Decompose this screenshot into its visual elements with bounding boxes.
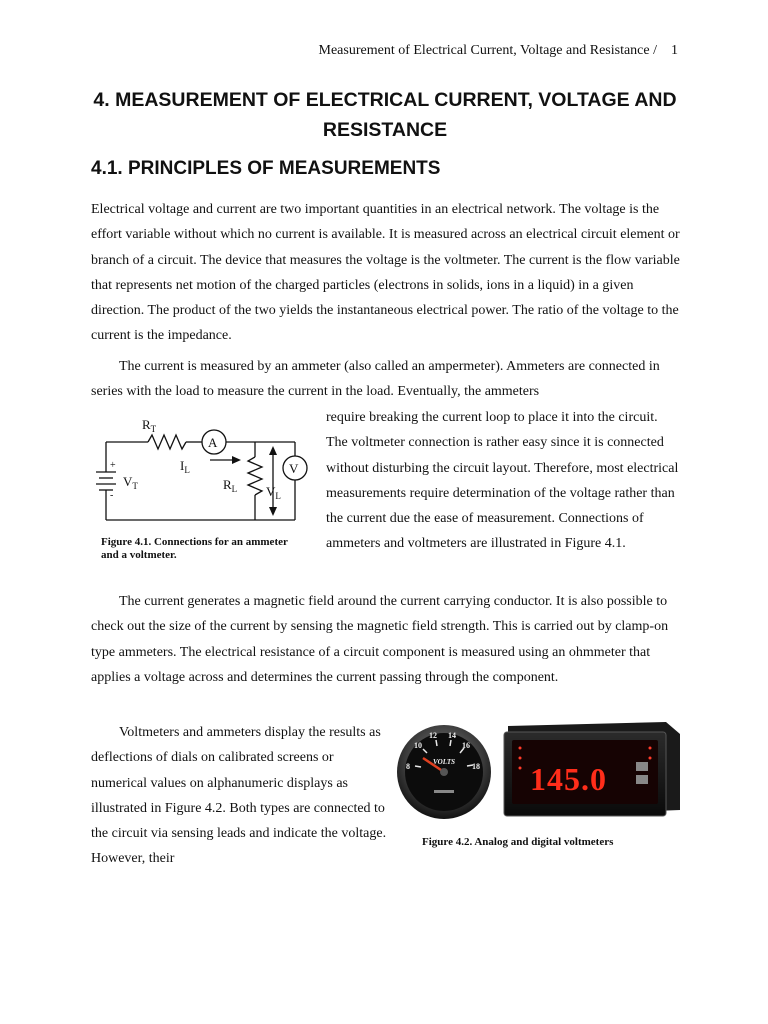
resistor-rl [248,457,262,495]
gauge-label-18: 18 [472,762,480,771]
paragraph-2-continued [326,405,681,557]
paragraph-1 [91,197,681,349]
meter-led-3 [519,767,522,770]
meter-reading: 145.0 [530,761,607,797]
gauge-brand-mark [434,790,454,793]
label-rl: $R_L$ [223,477,238,494]
il-arrow-head-icon [232,456,241,464]
section-title: 4.1. PRINCIPLES OF MEASUREMENTS [91,158,441,179]
meter-led-2 [519,757,522,760]
gauge-tick-14 [450,740,451,746]
gauge-label-8: 8 [406,762,410,771]
gauge-tick-12 [436,740,437,746]
label-rt: $R_T$ [142,417,157,434]
resistor-rt [148,435,186,449]
gauge-label-16: 16 [462,741,470,750]
meter-button-1 [636,762,648,771]
figure-4-2-caption: Figure 4.2. Analog and digital voltmeters [422,836,614,848]
gauge-unit: VOLTS [433,758,456,766]
analog-gauge [397,725,491,819]
paragraph-2 [91,354,681,405]
gauge-label-12: 12 [429,731,437,740]
label-vt: $V_T$ [123,474,138,491]
meter-led-1 [519,747,522,750]
figure-4-2-voltmeters [396,718,682,830]
vl-arrow-down-icon [269,507,277,516]
paragraph-1-text: Electrical voltage and current are two important quantities in an electrical network. The voltage is the effort variable without which no current is available. It is measured across an electrical circuit element or branch of a circuit. The device that measures the voltage is the voltmeter. The current is the flow variable that represents net motion of the charged particles (electrons in solids, ions in a liquid) in a given direction. The product of the two yields the instantaneous electrical power. The ratio of the voltage to the current is the impedance. [91,202,680,344]
running-header [319,43,678,59]
gauge-label-10: 10 [414,741,422,750]
gauge-hub [440,768,448,776]
gauge-label-14: 14 [448,731,456,740]
gauge-tick-8 [415,766,421,767]
paragraph-2-text: The current is measured by an ammeter (also called an ampermeter). Ammeters are connected in series with the load to measure the current in the load. Eventually, the ammeters [91,359,660,400]
label-ammeter: A [208,435,218,450]
paragraph-4-text: Voltmeters and ammeters display the results as deflections of dials on calibrated screens or numerical values on alphanumeric displays as illustrated in Figure 4.2. Both types are connected to the circuit via sensing leads and indicate the voltage. However, their [91,725,387,867]
figure-4-1-circuit [90,412,322,532]
label-voltmeter: V [289,461,299,476]
figure-4-1-caption: Figure 4.1. Connections for an ammeter and a voltmeter. [101,536,288,561]
label-plus: + [110,460,116,471]
paragraph-3-text: The current generates a magnetic field around the current carrying conductor. It is also possible to check out the size of the current by sensing the magnetic field strength. This is carried out by clamp-on type ammeters. The electrical resistance of a circuit component is measured using an ohmmeter that applies a voltage across and determines the current passing through the component. [91,594,669,685]
meter-led-4 [649,747,652,750]
page-number: 1 [671,43,678,58]
label-il: $I_L$ [180,458,190,475]
paragraph-2-continued-text: require breaking the current loop to place it into the circuit. The voltmeter connection is rather easy since it is connected without disturbing the circuit layout. Therefore, most electrical measurements require determination of the voltage rather than the current due the ease of measurement. Connections of ammeters and voltmeters are illustrated in Figure 4.1. [326,410,679,552]
meter-led-5 [649,757,652,760]
paragraph-3 [91,589,681,690]
digital-meter [504,722,680,816]
vl-arrow-up-icon [269,446,277,455]
label-minus: - [110,490,114,501]
chapter-title: 4. MEASUREMENT OF ELECTRICAL CURRENT, VOLTAGE AND RESISTANCE [93,89,677,141]
paragraph-4 [91,720,391,872]
running-title: Measurement of Electrical Current, Voltage and Resistance / [318,43,657,58]
meter-button-2 [636,775,648,784]
label-vl: $V_L$ [266,484,281,501]
